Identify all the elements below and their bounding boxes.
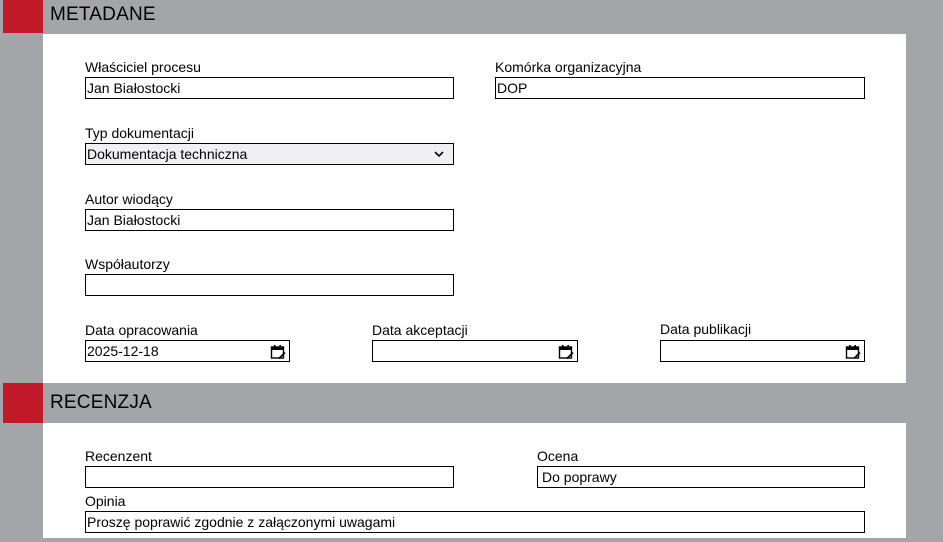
org-unit-label: Komórka organizacyjna bbox=[495, 59, 642, 75]
reviewer-field[interactable] bbox=[85, 466, 454, 488]
section-title: RECENZJA bbox=[50, 392, 152, 413]
section-accent-bar bbox=[3, 0, 43, 33]
date-published-label: Data publikacji bbox=[660, 321, 752, 337]
date-accepted-field[interactable] bbox=[372, 340, 578, 362]
doc-type-value: Dokumentacja techniczna bbox=[87, 146, 248, 162]
lead-author-label: Autor wiodący bbox=[85, 191, 173, 207]
chevron-down-icon bbox=[433, 148, 445, 160]
lead-author-field[interactable]: Jan Białostocki bbox=[85, 209, 454, 231]
section-title: METADANE bbox=[50, 4, 156, 25]
recenzja-section-header bbox=[0, 383, 943, 423]
rating-field[interactable]: Do poprawy bbox=[537, 466, 865, 488]
coauthors-field[interactable] bbox=[85, 274, 454, 296]
owner-field[interactable]: Jan Białostocki bbox=[85, 77, 454, 99]
owner-label: Właściciel procesu bbox=[85, 59, 201, 75]
date-prepared-label: Data opracowania bbox=[85, 322, 198, 338]
org-unit-field[interactable]: DOP bbox=[495, 77, 865, 99]
rating-label: Ocena bbox=[537, 448, 579, 464]
date-prepared-field[interactable] bbox=[85, 340, 290, 362]
opinion-field[interactable]: Proszę poprawić zgodnie z załączonymi uwagami bbox=[85, 511, 865, 533]
date-published-field[interactable] bbox=[660, 340, 865, 362]
reviewer-label: Recenzent bbox=[85, 448, 152, 464]
doc-type-select[interactable] bbox=[85, 143, 454, 165]
calendar-icon[interactable] bbox=[558, 344, 574, 360]
coauthors-label: Współautorzy bbox=[85, 256, 170, 272]
date-accepted-label: Data akceptacji bbox=[372, 322, 468, 338]
calendar-icon[interactable] bbox=[270, 344, 286, 360]
section-accent-bar bbox=[3, 383, 43, 423]
opinion-label: Opinia bbox=[85, 493, 126, 509]
date-prepared-value: 2025-12-18 bbox=[87, 343, 159, 359]
calendar-icon[interactable] bbox=[845, 344, 861, 360]
metadane-section-header bbox=[0, 0, 943, 33]
doc-type-label: Typ dokumentacji bbox=[85, 125, 194, 141]
